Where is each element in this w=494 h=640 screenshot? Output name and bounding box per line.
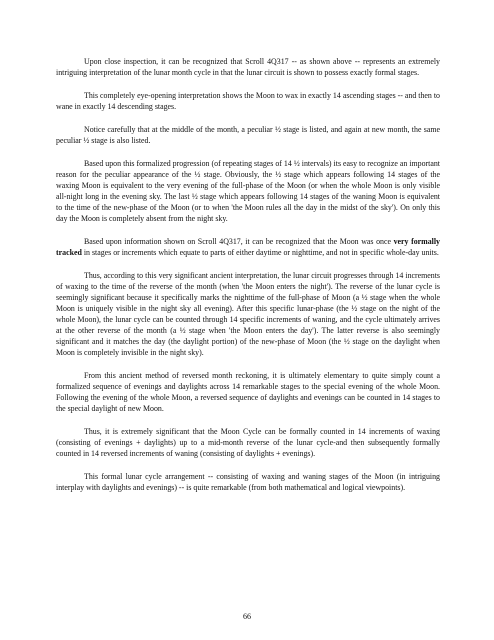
paragraph-5-tail: in stages or increments which equate to parts of either daytime or nighttime, and not in specific whole-day units.	[81, 248, 439, 257]
page-body	[56, 56, 440, 505]
paragraph-5	[56, 236, 440, 258]
page-number: 66	[243, 612, 251, 621]
paragraph-5-emphasis: very formally tracked	[56, 237, 440, 257]
paragraph-6: Thus, according to this very significant ancient interpretation, the lunar circuit progresses through 14 increments of waxing to the time of the reverse of the month (when 'the Moon enters the night'). The reverse of the lunar cycle is seemingly significant because it specifically marks the nighttime of the full-phase of Moon (a ½ stage when the whole Moon is uniquely visible in the night sky all evening). After this specific lunar-phase (the ½ stage on the night of the whole Moon), the lunar cycle can be counted through 14 specific increments of waning, and the cycle ultimately arrives at the other reverse of the month (a ½ stage when 'the Moon enters the day'). The latter reverse is also seemingly significant and it matches the day (the daylight portion) of the new-phase of Moon (the ½ stage on the daylight when Moon is completely invisible in the night sky).	[56, 271, 440, 357]
paragraph-4: Based upon this formalized progression (of repeating stages of 14 ½ intervals) its easy to recognize an important reason for the peculiar appearance of the ½ stage. Obviously, the ½ stage which appears following 14 stages of the waxing Moon is equivalent to the very evening of the full-phase of the Moon (or when the whole Moon is only visible all-night long in the evening sky. The last ½ stage which appears following 14 stages of the waning Moon is equivalent to the time of the new-phase of the Moon (or to when 'the Moon rules all the day in the midst of the sky'). On only this day the Moon is completely absent from the night sky.	[56, 159, 440, 223]
paragraph-5-lead: Based upon information shown on Scroll 4Q317, it can be recognized that the Moon was once	[84, 237, 394, 246]
paragraph-2: This completely eye-opening interpretation shows the Moon to wax in exactly 14 ascending stages -- and then to wane in exactly 14 descending stages.	[56, 91, 440, 111]
paragraph-9: This formal lunar cycle arrangement -- consisting of waxing and waning stages of the Moon (in intriguing interplay with daylights and evenings) -- is quite remarkable (from both mathematical and logical viewpoints).	[56, 472, 440, 492]
paragraph-1: Upon close inspection, it can be recognized that Scroll 4Q317 -- as shown above -- represents an extremely intriguing interpretation of the lunar month cycle in that the lunar circuit is shown to possess exactly formal stages.	[56, 57, 440, 77]
paragraph-8: Thus, it is extremely significant that the Moon Cycle can be formally counted in 14 increments of waxing (consisting of evenings + daylights) up to a mid-month reverse of the lunar cycle-and then subsequently formally counted in 14 reversed increments of waning (consisting of daylights + evenings).	[56, 427, 440, 458]
paragraph-3: Notice carefully that at the middle of the month, a peculiar ½ stage is listed, and again at new month, the same peculiar ½ stage is also listed.	[56, 125, 440, 145]
paragraph-7: From this ancient method of reversed month reckoning, it is ultimately elementary to quite simply count a formalized sequence of evenings and daylights across 14 remarkable stages to the special evening of the whole Moon. Following the evening of the whole Moon, a reversed sequence of daylights and evenings can be counted in 14 stages to the special daylight of new Moon.	[56, 371, 440, 413]
